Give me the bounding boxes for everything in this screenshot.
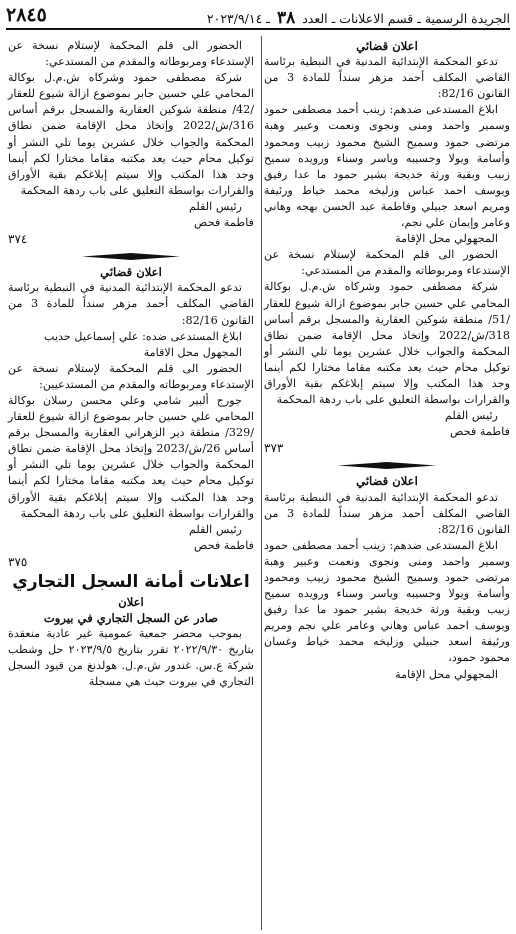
ad-number: ٣٧٣ (264, 441, 284, 456)
ad-paragraph: المجهولي محل الإقامة (395, 232, 498, 246)
ad-heading: اعلان قضائي (356, 39, 418, 53)
ad-paragraph: الحضور الى قلم المحكمة لإستلام نسخة عن الإستدعاء ومربوطاته والمقدم من المستدعيين: (8, 361, 254, 391)
judicial-ad-374 (8, 38, 254, 247)
separator-ornament (338, 462, 436, 469)
announcement-label: اعلان (118, 595, 144, 609)
issue-date: ـ ٢٠٢٣/٩/١٤ (206, 11, 270, 26)
ad-paragraph: المجهولي محل الإقامة (395, 667, 498, 681)
ad-number: ٣٧٥ (8, 554, 28, 569)
ad-paragraph: ابلاغ المستدعى ضدهم: زينب أحمد مصطفى حمود وسمير واحمد ومنى ونجوى ونعمت وعبير وهبة مرتضى حمود وسميح الشيخ محمود زبيب ومحمود وأسامة ويولا وحسيبه وياسر وسناء ورويده سميح زبيب وبقية ورثة خديجة بشير حمود ما عدا رفيق ويوسف احمد عباس وهاني وعامر علي نجم ومريم ورئيفة اسعد جبيلي وزليخه محمد خياط وغسان محمود حمود، (264, 538, 510, 665)
ad-paragraph: الحضور الى قلم المحكمة لإستلام نسخة عن الإستدعاء ومربوطاته والمقدم من المستدعي: (264, 248, 510, 278)
ad-heading: اعلان قضائي (356, 474, 418, 489)
signer-title: رئيس القلم (188, 199, 242, 213)
section-title: اعلانات أمانة السجل التجاري (12, 572, 250, 592)
issue-number: ٣٨ (276, 8, 296, 28)
signer-name: فاطمة فحص (194, 216, 254, 230)
ad-number: ٣٧٤ (8, 232, 28, 247)
ad-paragraph: ابلاغ المستدعى ضده: علي إسماعيل حديب (43, 329, 242, 343)
ad-paragraph: شركة مصطفى حمود وشركاه ش.م.ل بوكالة المحامي علي حسين جابر بموضوع ازالة شيوع للعقار /42/ منطقة شوكين العقارية والمسجل برقم أساس 316/ش/2022 وإتخاذ محل الإقامة ضمن نطاق المحكمة والجواب خلال عشرين يوما تلي النشر أو توكيل محام حيث يعد مكتبه مقاما مختارا لكم أينما وجد هذا المكتب وإلا سيتم إبلاغكم بقية الأوراق والقرارات بواسطة التعليق على باب ردهة المحكمة (8, 71, 254, 197)
ad-paragraph: ابلاغ المستدعى ضدهم: زينب أحمد مصطفى حمود وسمير واحمد ومنى ونجوى ونعمت وعبير وهبة مرتضى حمود وسميح الشيخ محمود زبيب ومحمود وأسامة ويولا وحسيبه وياسر وسناء ورويده سميح زبيب وبقية ورثة خديجة بشير حمود ما عدا رفيق ويوسف احمد عباس وزليخه محمد خياط ورئيفة ومريم اسعد جبيلي وفاطمة عبد الحسن بهجه وهاني وعامر وإيمان علي نجم، (264, 103, 510, 230)
separator-ornament (82, 253, 180, 260)
ad-paragraph: شركة مصطفى حمود وشركاه ش.م.ل بوكالة المحامي علي حسين جابر بموضوع ازالة شيوع للعقار /51/ منطقة شوكين العقارية والمسجل برقم أساس 318/ش/2022 وإتخاذ محل الإقامة ضمن نطاق المحكمة والجواب خلال عشرين يوما تلي النشر أو توكيل محام حيث يعد مكتبه مقاما مختارا لكم أينما وجد هذا المكتب وإلا سيتم إبلاغكم بقية الأوراق والقرارات بواسطة التعليق على باب ردهة المحكمة (264, 280, 510, 407)
page-header (6, 6, 510, 30)
signer-title: رئيس القلم (188, 522, 242, 536)
gazette-title (207, 8, 510, 28)
commercial-registry-section (8, 570, 254, 691)
ad-paragraph: تدعو المحكمة الإبتدائية المدنية في النبطية برئاسة القاضي المكلف أحمد مزهر سنداً للمادة 3 من القانون 82/16: (8, 281, 255, 327)
title-prefix: الجريدة الرسمية ـ قسم الاعلانات ـ العدد (302, 11, 510, 26)
signer-name: فاطمة فحص (450, 425, 510, 439)
column-divider (261, 36, 262, 930)
signer-title: رئيس القلم (444, 409, 498, 423)
issuer-line: صادر عن السجل التجاري في بيروت (43, 611, 219, 626)
left-column (8, 38, 254, 691)
ad-paragraph: بموجب محضر جمعية عمومية غير عادية منعقدة بتاريخ ٢٠٢٢/٩/٣٠ تقرر بتاريخ ٢٠٢٣/٩/٥ حل وشطب شركة ع.س. غندور ش.م.ل. هولدنغ من قيود السجل التجاري في بيروت حيث هي مسجلة (8, 627, 254, 689)
ad-paragraph: جورج ألبير شامي وعلي محسن رسلان بوكالة المحامي علي حسين جابر بموضوع ازالة شيوع للعقار /329/ منطقة دير الزهراني العقارية والمسجل برقم أساس 26/ش/2023 وإتخاذ محل الإقامة ضمن نطاق المحكمة والجواب خلال عشرين يوما تلي النشر أو توكيل محام حيث يعد مكتبه مقاما مختارا لكم أينما وجد هذا المكتب وإلا سيتم إبلاغكم بقية الأوراق والقرارات بواسطة التعليق على باب ردهة المحكمة (8, 393, 254, 520)
ad-paragraph: الحضور الى قلم المحكمة لإستلام نسخة عن الإستدعاء ومربوطاته والمقدم من المستدعي: (8, 39, 254, 69)
ad-paragraph: تدعو المحكمة الإبتدائية المدنية في النبطية برئاسة القاضي المكلف أحمد مزهر سنداً للمادة 3 من القانون 82/16: (264, 490, 511, 536)
judicial-ad-375 (8, 264, 254, 570)
signer-name: فاطمة فحص (194, 538, 254, 552)
page-number: ٢٨٤٥ (6, 4, 47, 26)
ad-heading: اعلان قضائي (100, 265, 162, 280)
ad-paragraph: المجهول محل الاقامة (143, 345, 242, 359)
judicial-ad-continued (264, 473, 510, 682)
right-column (264, 38, 510, 683)
ad-paragraph: تدعو المحكمة الإبتدائية المدنية في النبطية برئاسة القاضي المكلف أحمد مزهر سنداً للمادة 3 من القانون 82/16: (264, 55, 511, 101)
judicial-ad-373 (264, 38, 510, 456)
